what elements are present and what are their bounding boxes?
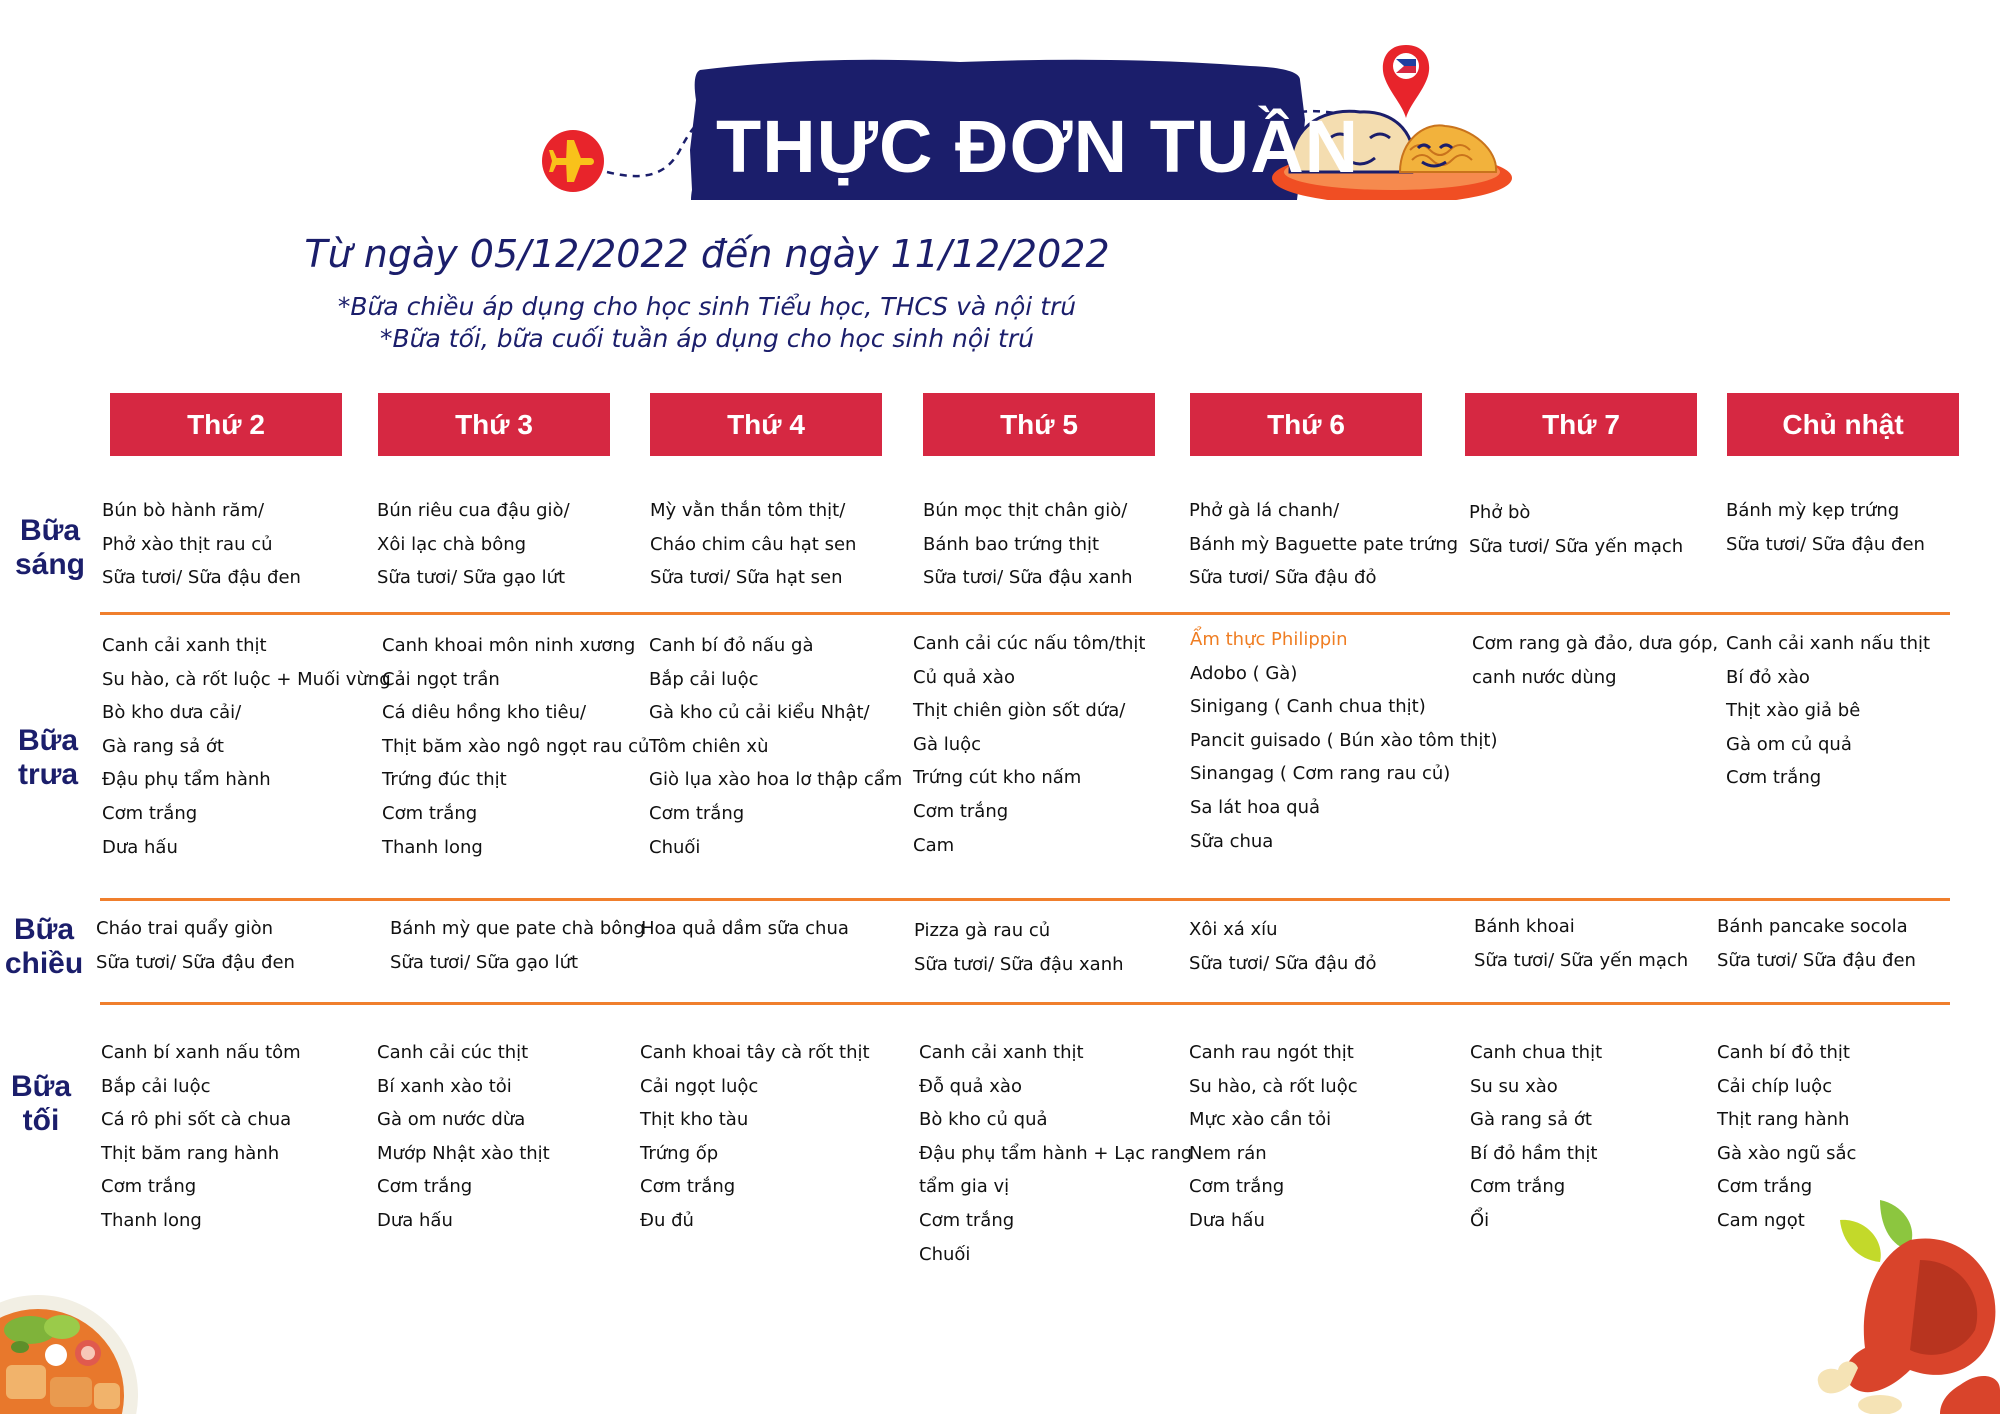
chicken-drumstick-illustration — [1810, 1190, 2000, 1414]
menu-item: Sữa chua — [1190, 830, 1274, 852]
menu-item: Đậu phụ tẩm hành — [102, 769, 271, 791]
day-header-mon: Thứ 2 — [110, 393, 342, 456]
menu-item: Bò kho củ quả — [919, 1109, 1048, 1131]
menu-cell-afternoon-thu — [914, 914, 1124, 981]
menu-item: Thịt xào giả bê — [1726, 700, 1861, 722]
menu-item: Tôm chiên xù — [649, 735, 769, 757]
menu-item: Cơm trắng — [1470, 1176, 1566, 1198]
menu-item: Thịt rang hành — [1717, 1109, 1850, 1131]
meal-label-breakfast: Bữa sáng — [14, 514, 86, 581]
menu-cell-lunch-wed — [649, 629, 902, 864]
menu-item: Canh rau ngót thịt — [1189, 1042, 1354, 1063]
day-header-thu: Thứ 5 — [923, 393, 1155, 456]
menu-item: Cơm trắng — [377, 1176, 473, 1198]
note-evening: *Bữa tối, bữa cuối tuần áp dụng cho học sinh nội trú — [380, 324, 1034, 353]
menu-item: Canh bí đỏ thịt — [1717, 1042, 1850, 1063]
menu-item: Bò kho dưa cải/ — [102, 702, 242, 724]
menu-item: Sinigang ( Canh chua thịt) — [1190, 696, 1426, 718]
menu-cell-afternoon-wed — [641, 912, 849, 946]
separator-line — [100, 898, 1950, 901]
menu-item: canh nước dùng — [1472, 666, 1617, 688]
menu-item: Canh bí xanh nấu tôm — [101, 1042, 301, 1063]
menu-item: Sữa tươi/ Sữa gạo lứt — [377, 567, 566, 589]
menu-item: Canh cải cúc thịt — [377, 1042, 529, 1063]
menu-item: Canh cải xanh thịt — [919, 1042, 1084, 1063]
menu-cell-breakfast-sun — [1726, 494, 1925, 561]
menu-item: Sữa tươi/ Sữa đậu xanh — [914, 953, 1124, 975]
menu-cell-afternoon-sat — [1474, 910, 1688, 977]
menu-item: Bánh mỳ que pate chà bông — [390, 918, 646, 939]
menu-cell-breakfast-sat — [1469, 496, 1683, 563]
menu-item: Cam ngọt — [1717, 1209, 1805, 1231]
menu-item: Đỗ quả xào — [919, 1075, 1022, 1097]
menu-item: Cơm rang gà đảo, dưa góp, — [1472, 633, 1719, 654]
menu-item: Phở gà lá chanh/ — [1189, 500, 1340, 521]
menu-item: Sa lát hoa quả — [1190, 796, 1321, 818]
menu-item: Trứng cút kho nấm — [913, 767, 1082, 789]
menu-item: Cá rô phi sốt cà chua — [101, 1109, 292, 1131]
menu-item: Cải chíp luộc — [1717, 1075, 1833, 1097]
menu-cell-breakfast-wed — [650, 494, 856, 595]
menu-item: Bún riêu cua đậu giò/ — [377, 500, 570, 521]
menu-cell-afternoon-sun — [1717, 910, 1916, 977]
menu-item: Sinangag ( Cơm rang rau củ) — [1190, 763, 1451, 785]
menu-cell-breakfast-thu — [923, 494, 1133, 595]
menu-item: Cơm trắng — [1726, 767, 1822, 789]
menu-item: Thanh long — [101, 1209, 202, 1231]
menu-item: Canh cải cúc nấu tôm/thịt — [913, 633, 1146, 654]
menu-item: Cơm trắng — [919, 1209, 1015, 1231]
day-header-fri: Thứ 6 — [1190, 393, 1422, 456]
menu-item: Cam — [913, 834, 955, 856]
menu-item: Bí đỏ hầm thịt — [1470, 1142, 1598, 1164]
menu-item: Sữa tươi/ Sữa yến mạch — [1474, 949, 1689, 971]
menu-item: Mực xào cần tỏi — [1189, 1109, 1332, 1131]
menu-cell-breakfast-fri — [1189, 494, 1458, 595]
menu-cell-dinner-thu — [919, 1036, 1192, 1271]
menu-item: Bún bò hành răm/ — [102, 500, 265, 521]
day-header-sun: Chủ nhật — [1727, 393, 1959, 456]
menu-cell-breakfast-mon — [102, 494, 301, 595]
menu-item: Gà om nước dừa — [377, 1109, 526, 1131]
menu-item: Bí xanh xào tỏi — [377, 1075, 512, 1097]
menu-item: Canh cải xanh thịt — [102, 635, 267, 656]
menu-item: Cơm trắng — [102, 802, 198, 824]
note-afternoon: *Bữa chiều áp dụng cho học sinh Tiểu học, THCS và nội trú — [337, 292, 1077, 321]
menu-cell-dinner-mon — [101, 1036, 301, 1238]
menu-item: Cơm trắng — [649, 802, 745, 824]
menu-item: Cơm trắng — [101, 1176, 197, 1198]
menu-item: Sữa tươi/ Sữa đậu đen — [96, 951, 295, 973]
menu-item: Canh khoai môn ninh xương — [382, 635, 636, 656]
menu-item: Cơm trắng — [1717, 1176, 1813, 1198]
menu-cell-lunch-tue — [382, 629, 649, 864]
page-title: THỰC ĐƠN TUẦN — [716, 105, 1360, 188]
menu-item: Cơm trắng — [640, 1176, 736, 1198]
cuisine-theme-label: Ẩm thực Philippin — [1190, 629, 1348, 650]
menu-cell-lunch-mon — [102, 629, 391, 864]
menu-item: tẩm gia vị — [919, 1176, 1010, 1198]
separator-line — [100, 612, 1950, 615]
menu-cell-afternoon-tue — [390, 912, 645, 979]
menu-cell-dinner-wed — [640, 1036, 870, 1238]
menu-item: Thịt băm rang hành — [101, 1142, 280, 1164]
menu-cell-breakfast-tue — [377, 494, 570, 595]
menu-item: Sữa tươi/ Sữa đậu đen — [102, 567, 301, 589]
menu-item: Bánh pancake socola — [1717, 916, 1908, 937]
menu-item: Sữa tươi/ Sữa gạo lứt — [390, 951, 579, 973]
menu-item: Dưa hấu — [377, 1209, 453, 1231]
menu-item: Adobo ( Gà) — [1190, 662, 1298, 684]
menu-item: Thịt kho tàu — [640, 1109, 749, 1131]
menu-cell-afternoon-fri — [1189, 913, 1376, 980]
menu-item: Pancit guisado ( Bún xào tôm thịt) — [1190, 729, 1498, 751]
menu-item: Cơm trắng — [382, 802, 478, 824]
menu-item: Trứng đúc thịt — [382, 769, 507, 791]
menu-item: Sữa tươi/ Sữa đậu đen — [1726, 533, 1925, 555]
menu-item: Cơm trắng — [913, 800, 1009, 822]
menu-item: Bắp cải luộc — [101, 1075, 211, 1097]
menu-item: Sữa tươi/ Sữa đậu đen — [1717, 949, 1916, 971]
menu-item: Mướp Nhật xào thịt — [377, 1142, 550, 1164]
menu-item: Thịt chiên giòn sốt dứa/ — [913, 700, 1126, 722]
menu-item: Xôi lạc chà bông — [377, 533, 527, 555]
day-header-wed: Thứ 4 — [650, 393, 882, 456]
menu-item: Sữa tươi/ Sữa đậu đỏ — [1189, 952, 1377, 974]
meal-label-afternoon: Bữa chiều — [4, 913, 84, 980]
menu-item: Cháo chim câu hạt sen — [650, 533, 857, 555]
menu-item: Gà rang sả ớt — [1470, 1109, 1592, 1131]
menu-item: Bánh mỳ Baguette pate trứng — [1189, 533, 1459, 555]
menu-item: Giò lụa xào hoa lơ thập cẩm — [649, 769, 903, 791]
menu-item: Gà kho củ cải kiểu Nhật/ — [649, 702, 870, 724]
menu-item: Su su xào — [1470, 1075, 1558, 1097]
menu-item: Cá diêu hồng kho tiêu/ — [382, 702, 587, 724]
location-pin-icon — [1383, 45, 1429, 118]
menu-item: Gà xào ngũ sắc — [1717, 1142, 1857, 1164]
menu-item: Bánh khoai — [1474, 916, 1575, 937]
menu-item: Pizza gà rau củ — [914, 920, 1051, 941]
menu-item: Sữa tươi/ Sữa đậu xanh — [923, 567, 1133, 589]
menu-item: Xôi xá xíu — [1189, 919, 1278, 940]
menu-item: Gà rang sả ớt — [102, 735, 224, 757]
menu-item: Hoa quả dầm sữa chua — [641, 918, 849, 939]
menu-item: Củ quả xào — [913, 666, 1015, 688]
salad-bowl-illustration — [0, 1255, 150, 1414]
day-header-tue: Thứ 3 — [378, 393, 610, 456]
menu-item: Cải ngọt trần — [382, 668, 500, 690]
menu-item: Nem rán — [1189, 1142, 1267, 1164]
menu-item: Bún mọc thịt chân giò/ — [923, 500, 1128, 521]
menu-item: Thanh long — [382, 836, 483, 858]
menu-cell-afternoon-mon — [96, 912, 295, 979]
menu-item: Bắp cải luộc — [649, 668, 759, 690]
menu-item: Su hào, cà rốt luộc + Muối vừng — [102, 668, 391, 690]
menu-item: Trứng ốp — [640, 1142, 719, 1164]
menu-cell-lunch-fri — [1190, 623, 1498, 858]
menu-item: Sữa tươi/ Sữa yến mạch — [1469, 535, 1684, 557]
menu-item: Chuối — [919, 1243, 971, 1265]
menu-item: Bánh bao trứng thịt — [923, 533, 1100, 555]
menu-item: Cơm trắng — [1189, 1176, 1285, 1198]
menu-cell-dinner-fri — [1189, 1036, 1358, 1238]
menu-item: Gà om củ quả — [1726, 733, 1852, 755]
separator-line — [100, 1002, 1950, 1005]
menu-item: Sữa tươi/ Sữa đậu đỏ — [1189, 567, 1377, 589]
menu-cell-dinner-sat — [1470, 1036, 1602, 1238]
menu-item: Canh khoai tây cà rốt thịt — [640, 1042, 870, 1063]
menu-cell-lunch-sat — [1472, 627, 1718, 694]
day-header-sat: Thứ 7 — [1465, 393, 1697, 456]
menu-item: Phở bò — [1469, 502, 1531, 523]
menu-cell-dinner-tue — [377, 1036, 550, 1238]
menu-item: Bí đỏ xào — [1726, 666, 1810, 688]
menu-item: Canh cải xanh nấu thịt — [1726, 633, 1931, 654]
menu-item: Canh bí đỏ nấu gà — [649, 635, 814, 656]
menu-item: Mỳ vằn thắn tôm thịt/ — [650, 500, 846, 521]
menu-item: Dưa hấu — [102, 836, 178, 858]
menu-item: Bánh mỳ kẹp trứng — [1726, 500, 1900, 521]
menu-cell-lunch-sun — [1726, 627, 1930, 795]
menu-item: Phở xào thịt rau củ — [102, 533, 273, 555]
airplane-icon — [542, 130, 604, 192]
meal-label-dinner: Bữa tối — [10, 1070, 72, 1137]
meal-label-lunch: Bữa trưa — [17, 724, 79, 791]
menu-item: Dưa hấu — [1189, 1209, 1265, 1231]
menu-item: Canh chua thịt — [1470, 1042, 1603, 1063]
menu-item: Cải ngọt luộc — [640, 1075, 759, 1097]
date-range: Từ ngày 05/12/2022 đến ngày 11/12/2022 — [304, 232, 1110, 276]
menu-item: Chuối — [649, 836, 701, 858]
menu-item: Su hào, cà rốt luộc — [1189, 1075, 1358, 1097]
menu-item: Gà luộc — [913, 733, 982, 755]
menu-item: Đu đủ — [640, 1209, 694, 1231]
menu-item: Thịt băm xào ngô ngọt rau củ — [382, 735, 650, 757]
menu-cell-lunch-thu — [913, 627, 1145, 862]
menu-item: Ổi — [1470, 1209, 1490, 1231]
menu-item: Cháo trai quẩy giòn — [96, 918, 274, 939]
menu-item: Sữa tươi/ Sữa hạt sen — [650, 567, 843, 589]
menu-item: Đậu phụ tẩm hành + Lạc rang — [919, 1142, 1193, 1164]
